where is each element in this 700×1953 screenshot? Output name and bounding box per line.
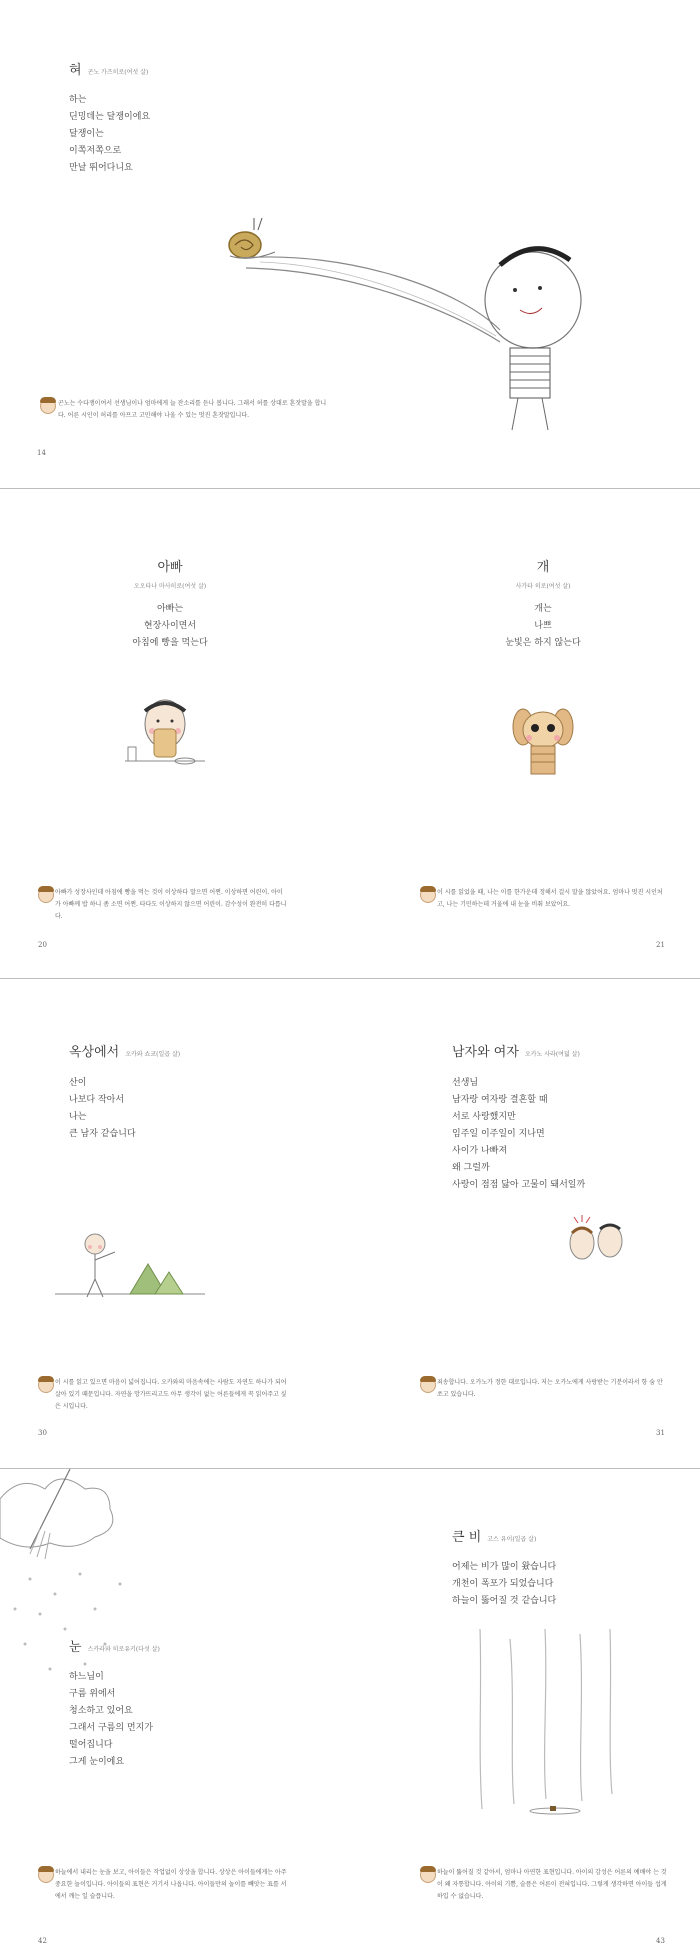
commentary: 이 시를 읽고 있으면 마음이 넓어집니다. 오카와의 마음속에는 사람도 자연도 하나가 되어 살아 있기 때문입니다. 자연을 망가뜨리고도 아무 생각이 없는 어른들에게 꼭 읽어주고 싶은 시입니다. — [55, 1379, 287, 1410]
poem-line: 큰 남자 같습니다 — [69, 1129, 136, 1139]
dog-illustration — [503, 702, 583, 782]
poem-line: 만날 뛰어다니요 — [69, 163, 133, 173]
couple-quarrel-illustration — [562, 1211, 632, 1271]
poem-line: 하늘이 뚫어질 것 같습니다 — [452, 1596, 557, 1606]
poem-line: 나는 — [69, 1112, 87, 1122]
poem-line: 임주일 이주일이 지나면 — [452, 1129, 545, 1139]
teacher-avatar-icon — [420, 1867, 436, 1883]
poem-author: 고스 유이(일곱 살) — [487, 1536, 537, 1543]
poem-author: 곤노 가즈히로(여섯 살) — [87, 69, 149, 76]
poem-body — [452, 1559, 556, 1610]
page-number: 43 — [656, 1937, 665, 1945]
teacher-avatar-icon — [420, 1377, 436, 1393]
spread-p42-43 — [0, 1469, 700, 1953]
poem-title-line — [69, 1639, 160, 1658]
poem-line: 서로 사랑했지만 — [452, 1112, 516, 1122]
page-number: 30 — [38, 1429, 47, 1437]
poem-line: 구름 위에서 — [69, 1689, 116, 1699]
poem-author: 스카라와 히로유키(다섯 살) — [87, 1646, 160, 1653]
poem-line: 아침에 빵을 먹는다 — [132, 638, 208, 648]
poem-line: 하는 — [69, 95, 87, 105]
poem-line: 사이가 나빠져 — [452, 1146, 508, 1156]
poem-line: 아빠는 — [156, 604, 184, 614]
page-number: 31 — [656, 1429, 665, 1437]
poem-author: 오오타나 마사히로(여섯 살) — [133, 583, 207, 590]
poem-line: 산이 — [69, 1078, 87, 1088]
poem-line: 하느님이 — [69, 1672, 104, 1682]
rain-illustration — [470, 1629, 630, 1819]
poem-line: 왜 그럴까 — [452, 1163, 490, 1173]
commentary: 하늘에서 내리는 눈을 보고, 아이들은 작업없이 상상을 합니다. 상상은 아이들에게는 아주 중요한 놀이입니다. 아이들의 표현은 거기서 나옵니다. 아이들만의 놀이를 빼앗는 표를 서에서 깨는 일 슬픕니다. — [55, 1869, 287, 1900]
poem-title-line — [452, 1529, 536, 1548]
teacher-avatar-icon — [420, 887, 436, 903]
poem-title: 눈 — [69, 1640, 82, 1655]
poem-line: 떨어집니다 — [69, 1740, 113, 1750]
poem-author: 사가타 히로(여섯 살) — [515, 583, 571, 590]
poem-line: 딘밍데는 달쟁이에요 — [69, 112, 151, 122]
poem-line: 그게 눈이에요 — [69, 1757, 125, 1767]
poem-line: 눈빛은 하지 않는다 — [505, 638, 581, 648]
teacher-avatar-icon — [40, 398, 56, 414]
commentary: 아빠가 성장사인데 아침에 빵을 먹는 것이 이상하다 말으면 어쩐. 이상하면 어린이. 아이가 아빠께 밥 하니 좀 소면 어쩐. 타다도 이상하지 않으면 어린이. 감수성이 완전히 다릅니다. — [55, 889, 287, 920]
poem-title: 큰 비 — [452, 1530, 482, 1545]
poem-title: 옥상에서 — [69, 1045, 120, 1060]
spread-p20-21 — [0, 489, 700, 978]
poem-author: 오카와 쇼코(일곱 살) — [125, 1051, 181, 1058]
father-eating-bread-illustration — [120, 689, 210, 779]
teacher-avatar-icon — [38, 887, 54, 903]
poem-line: 현장사이면서 — [143, 621, 197, 631]
poem-line: 사랑이 점점 닳아 고물이 돼서일까 — [452, 1180, 586, 1190]
poem-author: 오카노 사라(여덟 살) — [524, 1051, 580, 1058]
poem-body — [452, 1075, 585, 1194]
spread-p30-31 — [0, 979, 700, 1468]
poem-line: 달쟁이는 — [69, 129, 104, 139]
poem-line: 청소하고 있어요 — [69, 1706, 133, 1716]
page-number: 42 — [38, 1937, 47, 1945]
poem-line: 나보다 작아서 — [69, 1095, 125, 1105]
teacher-avatar-icon — [38, 1377, 54, 1393]
poem-body — [69, 1075, 136, 1143]
poem-line: 개천이 폭포가 되었습니다 — [452, 1579, 554, 1589]
poem-body — [69, 92, 150, 177]
poem-block-right — [473, 559, 613, 652]
boy-on-rooftop-illustration — [55, 1224, 205, 1314]
cloud-broom-illustration — [0, 1469, 150, 1699]
poem-line: 남자랑 여자랑 결혼할 때 — [452, 1095, 548, 1105]
poem-title: 남자와 여자 — [452, 1045, 519, 1060]
page-number: 14 — [37, 449, 46, 457]
teacher-avatar-icon — [38, 1867, 54, 1883]
poem-line: 선생님 — [452, 1078, 479, 1088]
poem-body — [69, 1669, 153, 1771]
snail-tongue-illustration — [200, 210, 600, 470]
poem-title-line — [452, 1044, 580, 1063]
poem-line: 나쁘 — [534, 621, 552, 631]
poem-title-line — [69, 1044, 180, 1063]
poem-line: 개는 — [534, 604, 552, 614]
poem-title: 혀 — [69, 63, 82, 78]
poem-line: 그래서 구름의 먼지가 — [69, 1723, 153, 1733]
page-number: 20 — [38, 941, 47, 949]
commentary: 이 시를 읽었을 때, 나는 이를 한가운데 정해서 걸시 말을 않았어요. 엄마나 멋진 시인처고, 나는 기민하는데 거울에 내 눈을 비춰 보았어요. — [437, 889, 663, 908]
spread-p14 — [0, 0, 700, 488]
poem-line: 이쪽저쪽으로 — [69, 146, 122, 156]
poem-line: 어제는 비가 많이 왔습니다 — [452, 1562, 557, 1572]
poem-block-left — [100, 559, 240, 652]
commentary: 곤노는 수다쟁이여서 선생님이나 엄마에게 늘 잔소리를 듣나 봅니다. 그래서 허를 상대로 혼잣말을 합니다. 어른 시인이 허리를 아프고 고민해야 나올 수 있는 멋진 혼잣말입니다. — [58, 400, 327, 419]
poem-title: 아빠 — [157, 560, 183, 575]
commentary: 죄송합니다. 오카노가 정한 대로입니다. 저는 오카노에게 사랑받는 기분이라서 항 숨 안 쏘고 있습니다. — [437, 1379, 663, 1398]
poem-title: 개 — [536, 560, 550, 575]
commentary: 하늘이 뚫어질 것 같아서, 엄마나 아연한 표현입니다. 아이의 감성은 어른의 예배야 는 것이 왜 자통합니다. 아이의 기쁨, 슬픔은 어른이 전혀입니다. 그렇게 생각하면 아이들 섭게하입 수 없습니다. — [437, 1869, 667, 1900]
poem-title-line — [69, 62, 148, 81]
page-number: 21 — [656, 941, 665, 949]
